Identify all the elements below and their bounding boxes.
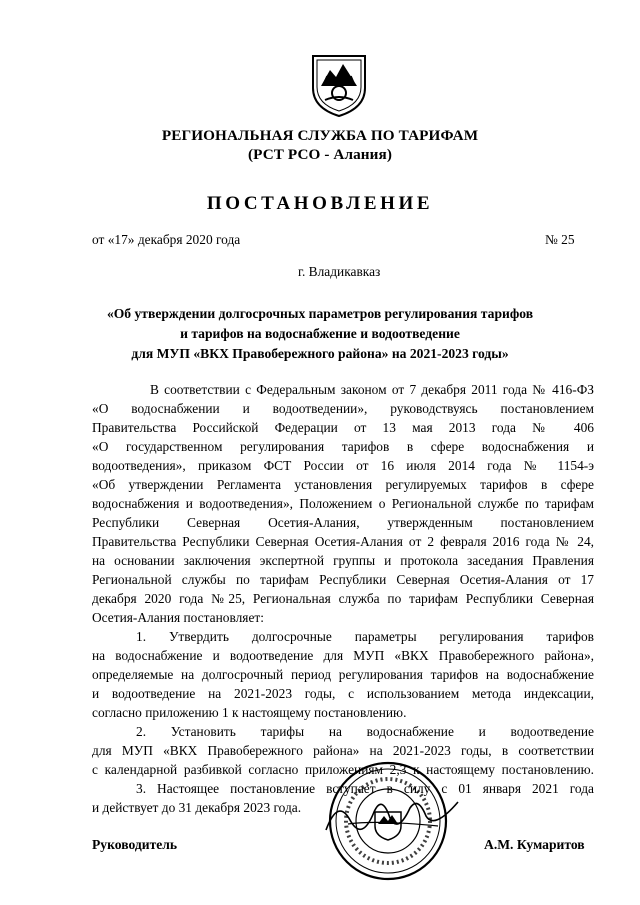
item1-line: на водоснабжение и водоотведение для МУП «ВКХ Правобережного района», <box>92 648 594 663</box>
subject-line: «Об утверждении долгосрочных параметров регулирования тарифов <box>106 306 534 321</box>
document-date: от «17» декабря 2020 года <box>92 232 241 247</box>
preamble-line: Региональной службы по тарифам Республики Северная Осетия-Алания от 17 <box>92 572 594 587</box>
handwritten-signature <box>318 790 468 840</box>
item2-line: для МУП «ВКХ Правобережного района» на 2021-2023 годы, в соответствии <box>92 743 594 758</box>
preamble-line: водоснабжения и водоотведения», Положением о Региональной службе по тарифам <box>92 496 594 511</box>
preamble-line: Осетия-Алания постановляет: <box>92 610 264 625</box>
preamble-line: Правительства Российской Федерации от 13 мая 2013 года № 406 <box>92 420 594 435</box>
org-name: РЕГИОНАЛЬНАЯ СЛУЖБА ПО ТАРИФАМ <box>161 127 479 144</box>
item3-line: и действует до 31 декабря 2023 года. <box>92 800 302 815</box>
subject-line: и тарифов на водоснабжение и водоотведение <box>180 326 460 341</box>
item1-line: 1. Утвердить долгосрочные параметры регулирования тарифов <box>136 629 594 644</box>
item2-line: с календарной разбивкой согласно приложениям 2,3 к настоящему постановлению. <box>92 762 594 777</box>
item2-line: 2. Установить тарифы на водоснабжение и водоотведение <box>136 724 594 739</box>
item1-line: определяемые на долгосрочный период регулирования тарифов на водоснабжение <box>92 667 594 682</box>
item1-line: и водоотведение на 2021-2023 годы, с использованием метода индексации, <box>92 686 594 701</box>
document-number: № 25 <box>545 232 575 247</box>
preamble-line: на основании заключения экспертной группы и протокола заседания Правления <box>92 553 594 568</box>
preamble-line: декабря 2020 года №25, Региональная служба по тарифам Республики Северная <box>92 591 594 606</box>
preamble-line: «О водоснабжении и водоотведении», руководствуясь постановлением <box>92 401 594 416</box>
document-title: ПОСТАНОВЛЕНИЕ <box>206 193 434 214</box>
preamble-line: водоотведения», приказом ФСТ России от 16 июля 2014 года № 1154-э <box>92 458 594 473</box>
preamble-line: В соответствии с Федеральным законом от 7 декабря 2011 года № 416-ФЗ <box>150 382 594 397</box>
preamble-line: Республики Северная Осетия-Алания, утвержденным постановлением <box>92 515 594 530</box>
org-short-name: (РСТ РСО - Алания) <box>248 146 392 163</box>
subject-line: для МУП «ВКХ Правобережного района» на 2021-2023 годы» <box>131 346 509 361</box>
coat-of-arms-emblem <box>303 50 375 120</box>
preamble-line: Правительства Республики Северная Осетия-Алания от 2 февраля 2016 года № 24, <box>92 534 594 549</box>
document-city: г. Владикавказ <box>298 264 381 279</box>
signer-role: Руководитель <box>92 837 178 852</box>
preamble-line: «Об утверждении Регламента установления регулируемых тарифов в сфере <box>92 477 594 492</box>
preamble-line: «О государственном регулирования тарифов в сфере водоснабжения и <box>92 439 594 454</box>
item3-line: 3. Настоящее постановление вступает в силу с 01 января 2021 года <box>136 781 594 796</box>
signer-name: А.М. Кумаритов <box>484 837 585 852</box>
item1-line: согласно приложению 1 к настоящему постановлению. <box>92 705 407 720</box>
